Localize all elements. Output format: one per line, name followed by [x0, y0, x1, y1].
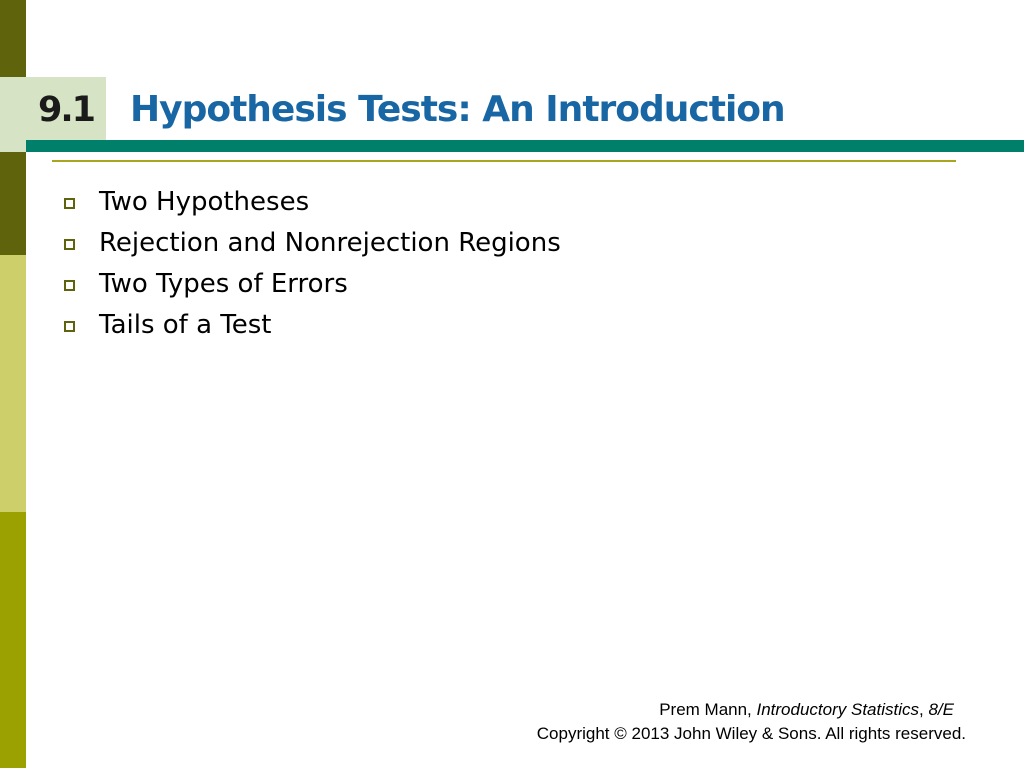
left-bar-segment-dark-top	[0, 0, 26, 77]
left-bar-segment-bottom	[0, 512, 26, 768]
bullet-text: Two Types of Errors	[99, 269, 348, 299]
footer-citation	[537, 698, 966, 722]
footer-copyright: Copyright © 2013 John Wiley & Sons. All rights reserved.	[536, 724, 966, 743]
bullet-text: Tails of a Test	[99, 310, 272, 340]
footer-book-title: Introductory Statistics	[756, 700, 920, 719]
hollow-square-bullet-icon	[64, 239, 75, 250]
title-accent-bar	[26, 140, 1024, 152]
left-decorative-bar	[0, 0, 26, 768]
hollow-square-bullet-icon	[64, 198, 75, 209]
left-bar-segment-mid	[0, 255, 26, 512]
bullet-text: Rejection and Nonrejection Regions	[99, 228, 561, 258]
footer-separator: ,	[919, 700, 929, 719]
hollow-square-bullet-icon	[64, 280, 75, 291]
footer-edition: 8/E	[928, 700, 954, 719]
hollow-square-bullet-icon	[64, 321, 75, 332]
footer-author: Prem Mann,	[659, 700, 757, 719]
section-number: 9.1	[37, 90, 94, 130]
title-divider-line	[52, 160, 956, 162]
slide-footer	[537, 698, 966, 746]
left-bar-segment-light	[0, 77, 26, 152]
slide-title: Hypothesis Tests: An Introduction	[130, 89, 785, 130]
bullet-text: Two Hypotheses	[99, 187, 310, 217]
left-bar-segment-dark	[0, 152, 26, 255]
